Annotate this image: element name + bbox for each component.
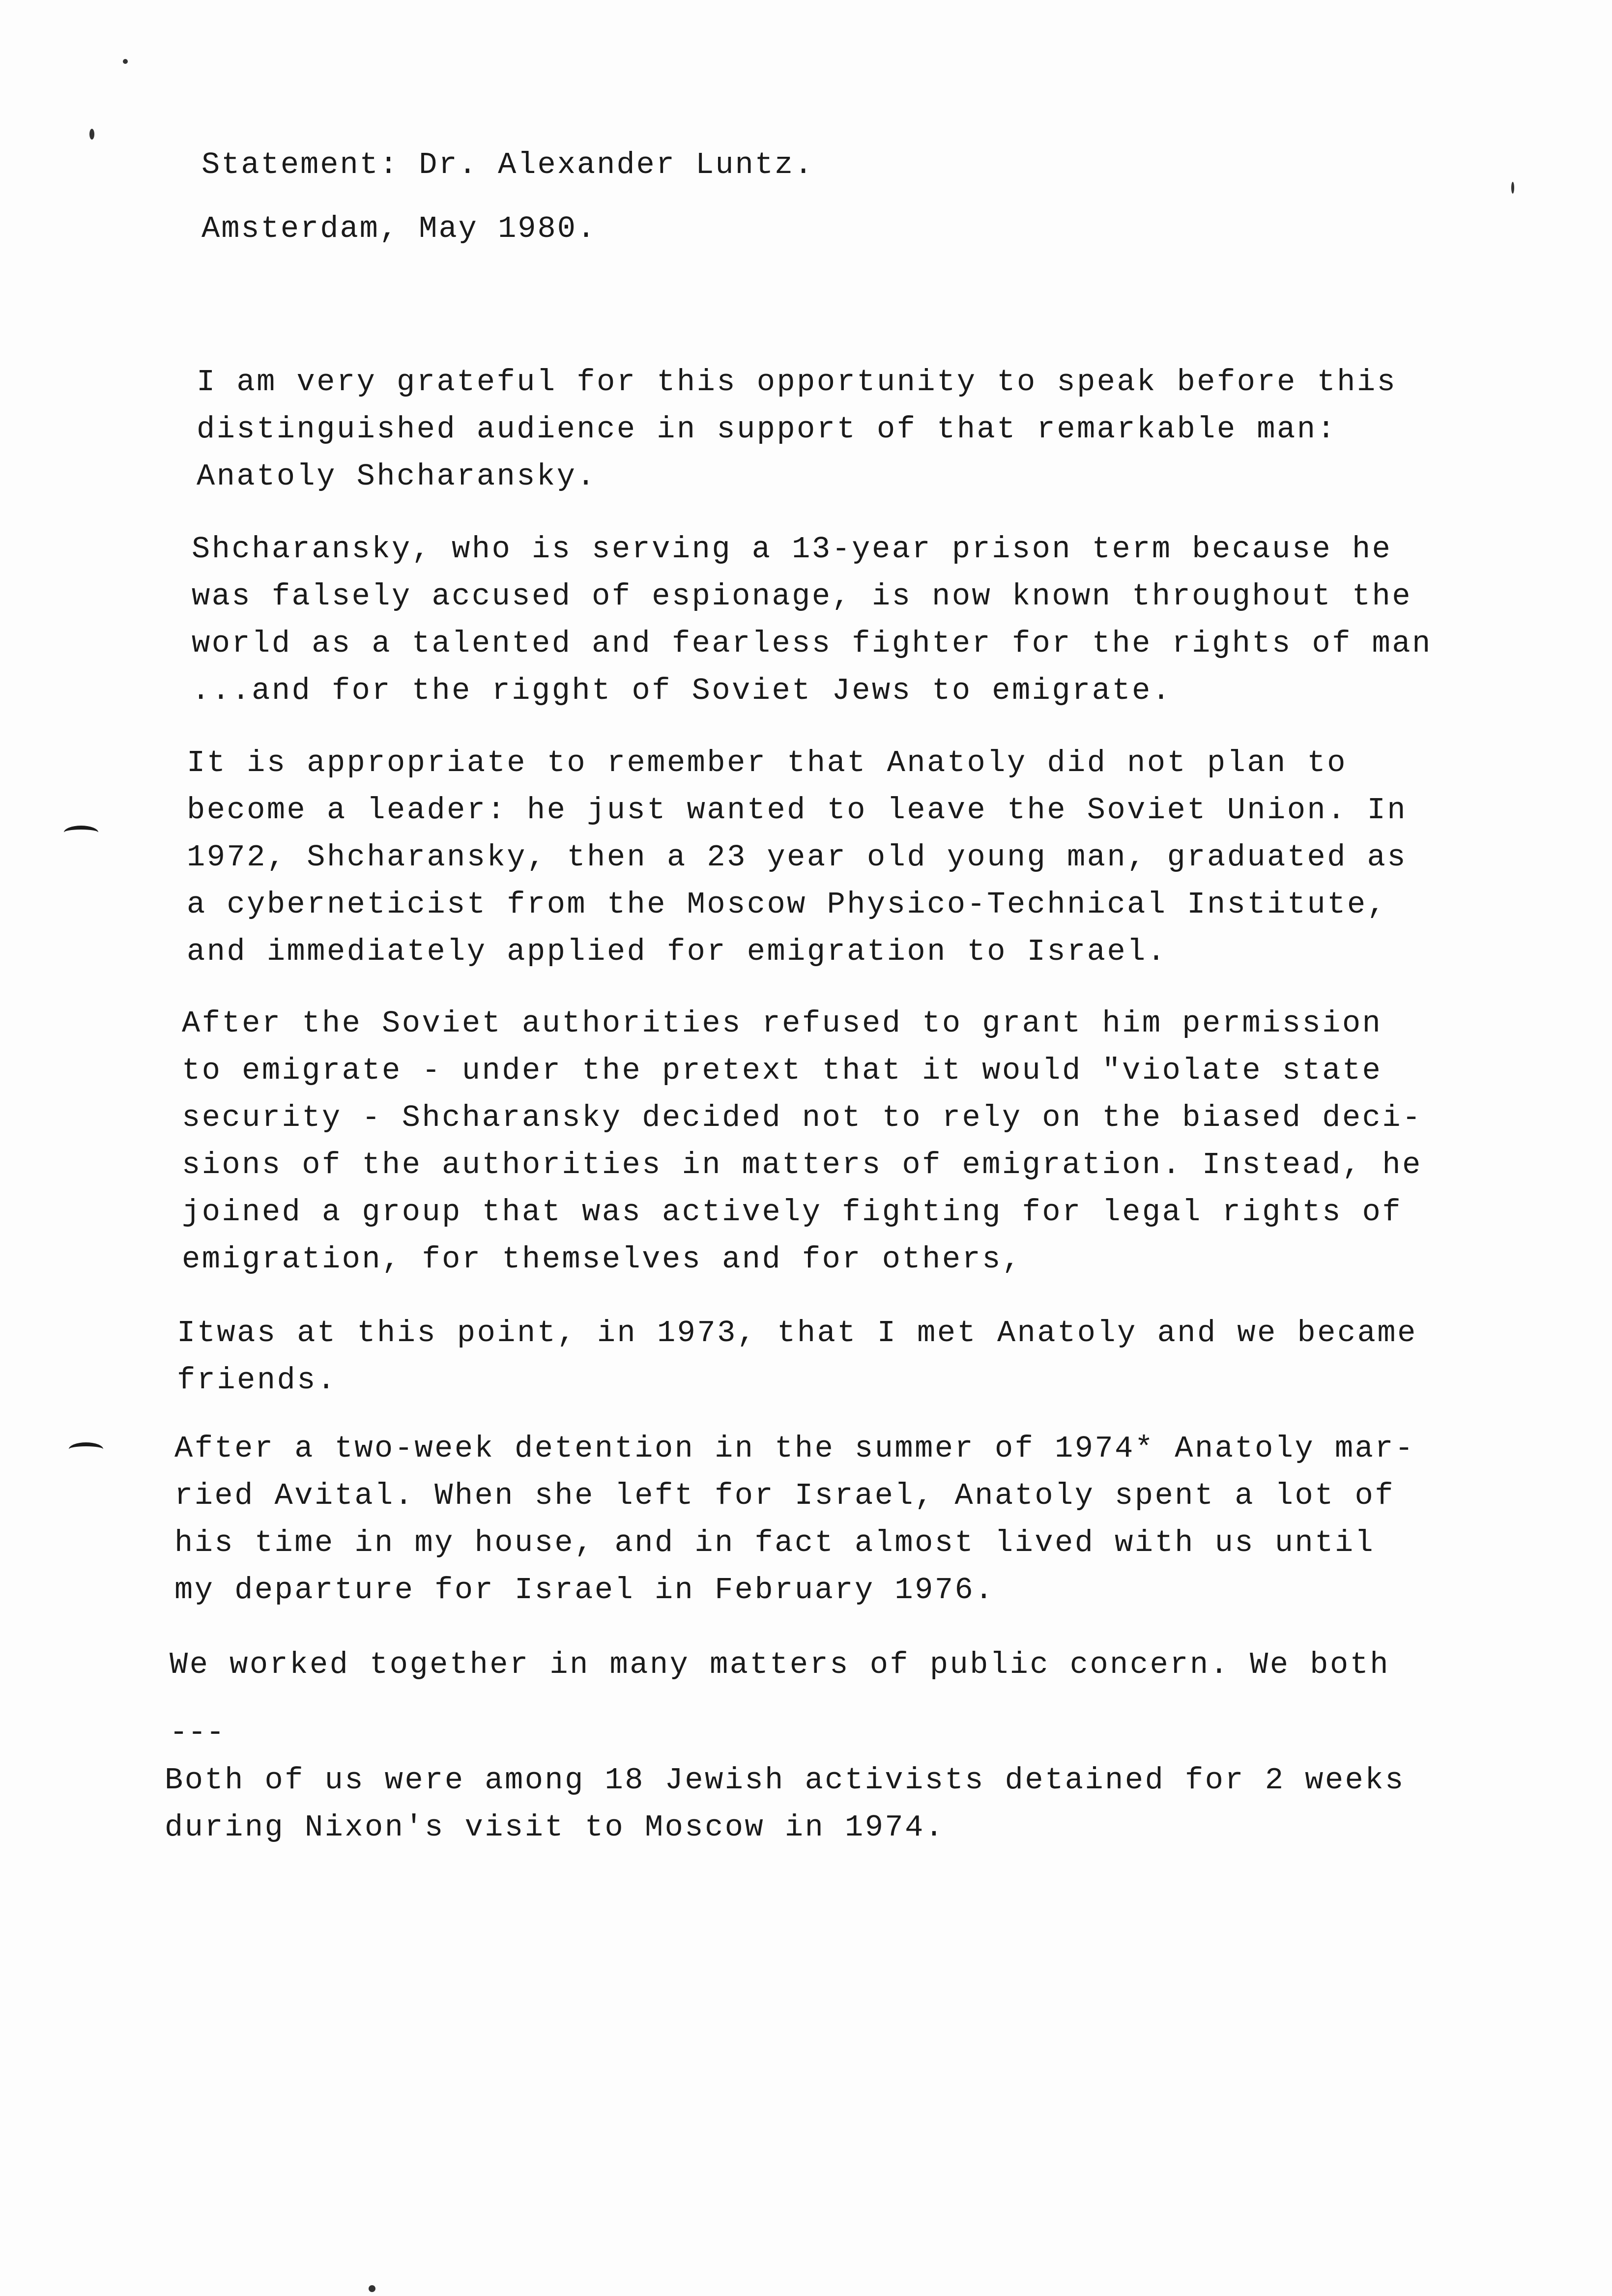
text-line: distinguished audience in support of that remarkable man: [197, 412, 1337, 447]
text-line: We worked together in many matters of public concern. We both [170, 1647, 1390, 1682]
margin-mark [69, 1442, 103, 1456]
text-line: It is appropriate to remember that Anatoly did not plan to [187, 746, 1347, 780]
text-line: ...and for the rigght of Soviet Jews to emigrate. [192, 673, 1172, 708]
text-line: I am very grateful for this opportunity to speak before this [197, 365, 1397, 400]
scan-speck [123, 59, 128, 64]
text-line: world as a talented and fearless fighter for the rights of man [192, 626, 1432, 661]
scan-speck [89, 129, 94, 140]
text-line: was falsely accused of espionage, is now known throughout the [192, 579, 1412, 614]
footnote-line: Both of us were among 18 Jewish activists detained for 2 weeks [165, 1763, 1405, 1798]
scan-speck [369, 2285, 375, 2292]
text-line: emigration, for themselves and for others, [182, 1242, 1022, 1277]
text-line: Shcharansky, who is serving a 13-year prison term because he [192, 532, 1392, 567]
paragraph-4 [182, 1000, 1422, 1283]
footnote-rule: --- [170, 1715, 225, 1750]
footnote [165, 1757, 1405, 1851]
text-line: become a leader: he just wanted to leave the Soviet Union. In [187, 793, 1408, 828]
text-line: After a two-week detention in the summer of 1974* Anatoly mar- [174, 1431, 1415, 1466]
place-date: Amsterdam, May 1980. [202, 211, 597, 246]
paragraph-5 [177, 1310, 1417, 1404]
footnote-line: during Nixon's visit to Moscow in 1974. [165, 1810, 945, 1845]
text-line: After the Soviet authorities refused to grant him permission [182, 1006, 1382, 1041]
text-line: his time in my house, and in fact almost lived with us until [174, 1525, 1375, 1560]
paragraph-6 [174, 1425, 1415, 1614]
text-line: Itwas at this point, in 1973, that I met Anatoly and we became [177, 1316, 1417, 1350]
paragraph-3 [187, 740, 1407, 976]
scan-speck [1511, 182, 1514, 194]
text-line: to emigrate - under the pretext that it would "violate state [182, 1053, 1382, 1088]
text-line: 1972, Shcharansky, then a 23 year old young man, graduated as [187, 840, 1408, 875]
text-line: and immediately applied for emigration to Israel. [187, 934, 1167, 969]
text-line: joined a group that was actively fighting for legal rights of [182, 1195, 1403, 1230]
text-line: my departure for Israel in February 1976. [174, 1573, 995, 1607]
text-line: friends. [177, 1363, 337, 1398]
paragraph-2 [192, 526, 1432, 715]
text-line: security - Shcharansky decided not to rely on the biased deci- [182, 1100, 1422, 1135]
paragraph-7 [170, 1641, 1390, 1689]
text-line: sions of the authorities in matters of emigration. Instead, he [182, 1148, 1422, 1182]
text-line: Anatoly Shcharansky. [197, 459, 597, 494]
statement-title: Statement: Dr. Alexander Luntz. [202, 147, 814, 182]
paragraph-1 [197, 359, 1397, 500]
text-line: ried Avital. When she left for Israel, Anatoly spent a lot of [174, 1478, 1395, 1513]
margin-mark [64, 826, 98, 839]
text-line: a cyberneticist from the Moscow Physico-Technical Institute, [187, 887, 1387, 922]
